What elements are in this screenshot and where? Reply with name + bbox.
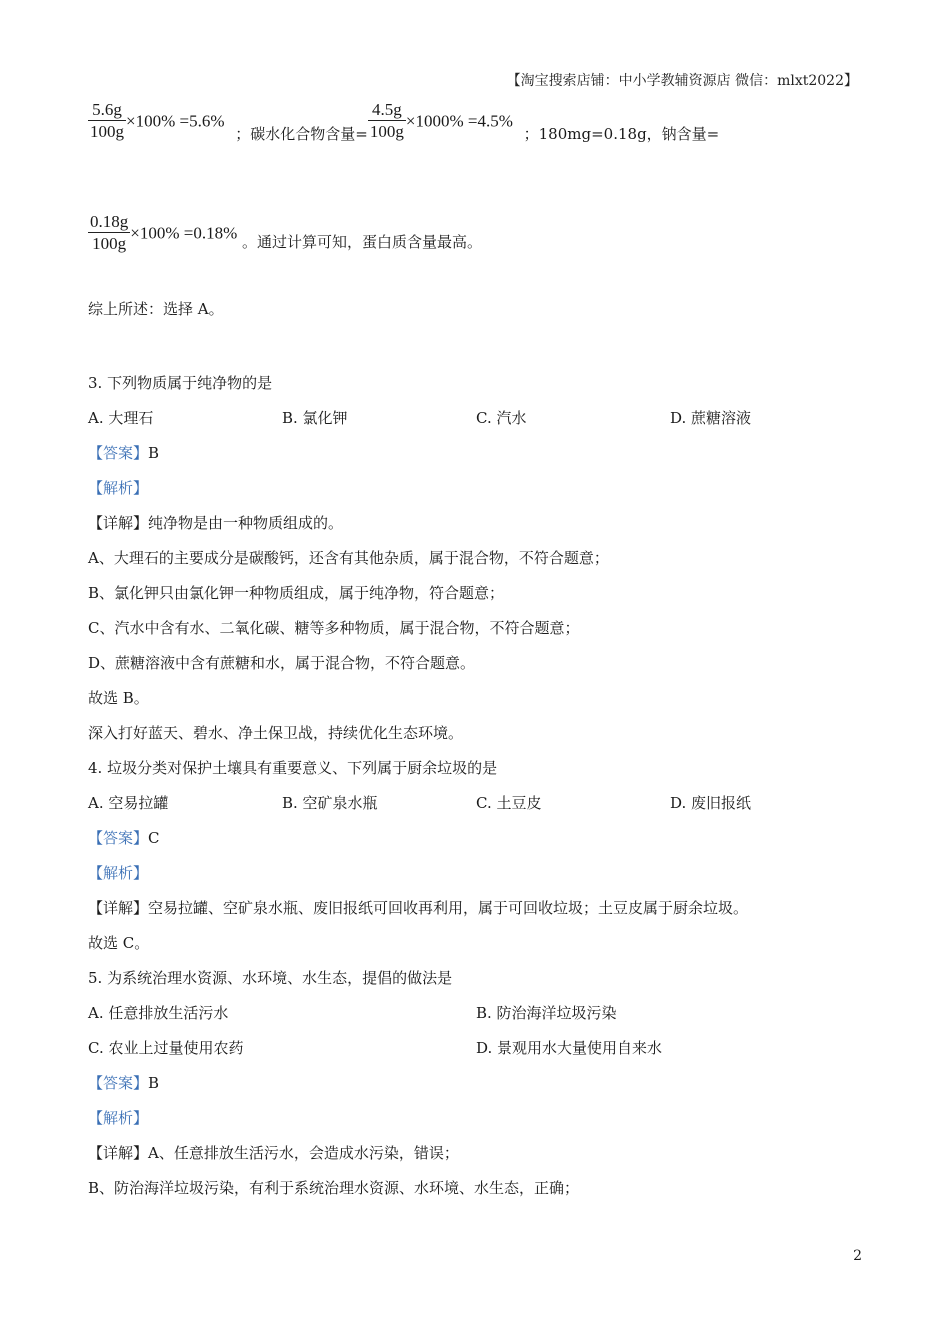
- q3-explain-a: A、大理石的主要成分是碳酸钙，还含有其他杂质，属于混合物，不符合题意；: [88, 549, 609, 567]
- detail-tag: 【详解】: [88, 1144, 149, 1162]
- q5-analysis-tag: 【解析】: [88, 1109, 149, 1127]
- q4-option-d: D. 废旧报纸: [670, 794, 752, 812]
- formula-tail: ×100% =0.18%: [130, 223, 238, 243]
- q3-option-c: C. 汽水: [476, 409, 527, 427]
- page-number: 2: [853, 1248, 862, 1264]
- q5-option-b: B. 防治海洋垃圾污染: [476, 1004, 617, 1022]
- q4-analysis-tag: 【解析】: [88, 864, 149, 882]
- q5-question: 5. 为系统治理水资源、水环境、水生态，提倡的做法是: [88, 969, 453, 987]
- header-note: 【淘宝搜索店铺：中小学教辅资源店 微信：mlxt2022】: [506, 73, 858, 89]
- q5-answer: [88, 1072, 159, 1094]
- q4-detail: [88, 897, 748, 919]
- q4-option-b: B. 空矿泉水瓶: [282, 794, 378, 812]
- q3-option-d: D. 蔗糖溶液: [670, 409, 752, 427]
- formula-tail: ×100% =5.6%: [126, 111, 225, 131]
- conclusion-text: 。通过计算可知，蛋白质含量最高。: [242, 232, 483, 251]
- q5-detail: [88, 1142, 459, 1164]
- answer-tag: 【答案】: [88, 444, 149, 462]
- q3-choose: 故选 B。: [88, 689, 149, 707]
- q3-option-a: A. 大理石: [88, 409, 154, 427]
- q3-explain-d: D、蔗糖溶液中含有蔗糖和水，属于混合物，不符合题意。: [88, 654, 476, 672]
- fraction-carbohydrate: $\frac{4.5g}{100g}$: [369, 100, 404, 141]
- q5-option-a: A. 任意排放生活污水: [88, 1004, 229, 1022]
- formula-tail: ×1000% =4.5%: [405, 111, 513, 131]
- q4-answer: [88, 827, 160, 849]
- answer-tag: 【答案】: [88, 1074, 149, 1092]
- answer-value: C: [148, 829, 160, 847]
- summary-text: 综上所述：选择 A。: [88, 300, 224, 318]
- separator-text: ；碳水化合物含量=: [235, 124, 368, 143]
- q3-explain-b: B、氯化钾只由氯化钾一种物质组成，属于纯净物，符合题意；: [88, 584, 505, 602]
- q3-question: 3. 下列物质属于纯净物的是: [88, 374, 273, 392]
- q4-question: 4. 垃圾分类对保护土壤具有重要意义、下列属于厨余垃圾的是: [88, 759, 498, 777]
- q4-option-c: C. 土豆皮: [476, 794, 542, 812]
- q3-analysis-tag: 【解析】: [88, 479, 149, 497]
- separator-text: ；180mg=0.18g，钠含量=: [523, 124, 720, 143]
- q5-explain-b: B、防治海洋垃圾污染，有利于系统治理水资源、水环境、水生态，正确；: [88, 1179, 580, 1197]
- detail-text: A、任意排放生活污水，会造成水污染，错误；: [148, 1144, 459, 1162]
- q3-answer: [88, 442, 159, 464]
- q3-option-b: B. 氯化钾: [282, 409, 348, 427]
- answer-value: B: [148, 1074, 160, 1092]
- calc-line-2: [88, 212, 482, 255]
- fraction-sodium: $\frac{0.18g}{100g}$: [90, 212, 129, 253]
- detail-tag: 【详解】: [88, 899, 149, 917]
- q4-option-a: A. 空易拉罐: [88, 794, 169, 812]
- calc-line-1: [88, 100, 719, 143]
- detail-text: 空易拉罐、空矿泉水瓶、废旧报纸可回收再利用，属于可回收垃圾；土豆皮属于厨余垃圾。: [148, 899, 749, 917]
- q3-detail: [88, 512, 343, 534]
- q3-explain-c: C、汽水中含有水、二氧化碳、糖等多种物质，属于混合物，不符合题意；: [88, 619, 580, 637]
- detail-tag: 【详解】: [88, 514, 149, 532]
- q4-choose: 故选 C。: [88, 934, 150, 952]
- answer-value: B: [148, 444, 160, 462]
- q5-option-c: C. 农业上过量使用农药: [88, 1039, 244, 1057]
- detail-text: 纯净物是由一种物质组成的。: [148, 514, 344, 532]
- q5-option-d: D. 景观用水大量使用自来水: [476, 1039, 663, 1057]
- answer-tag: 【答案】: [88, 829, 149, 847]
- fraction-protein: $\frac{5.6g}{100g}$: [90, 100, 124, 141]
- section-intro: 深入打好蓝天、碧水、净土保卫战，持续优化生态环境。: [88, 724, 464, 742]
